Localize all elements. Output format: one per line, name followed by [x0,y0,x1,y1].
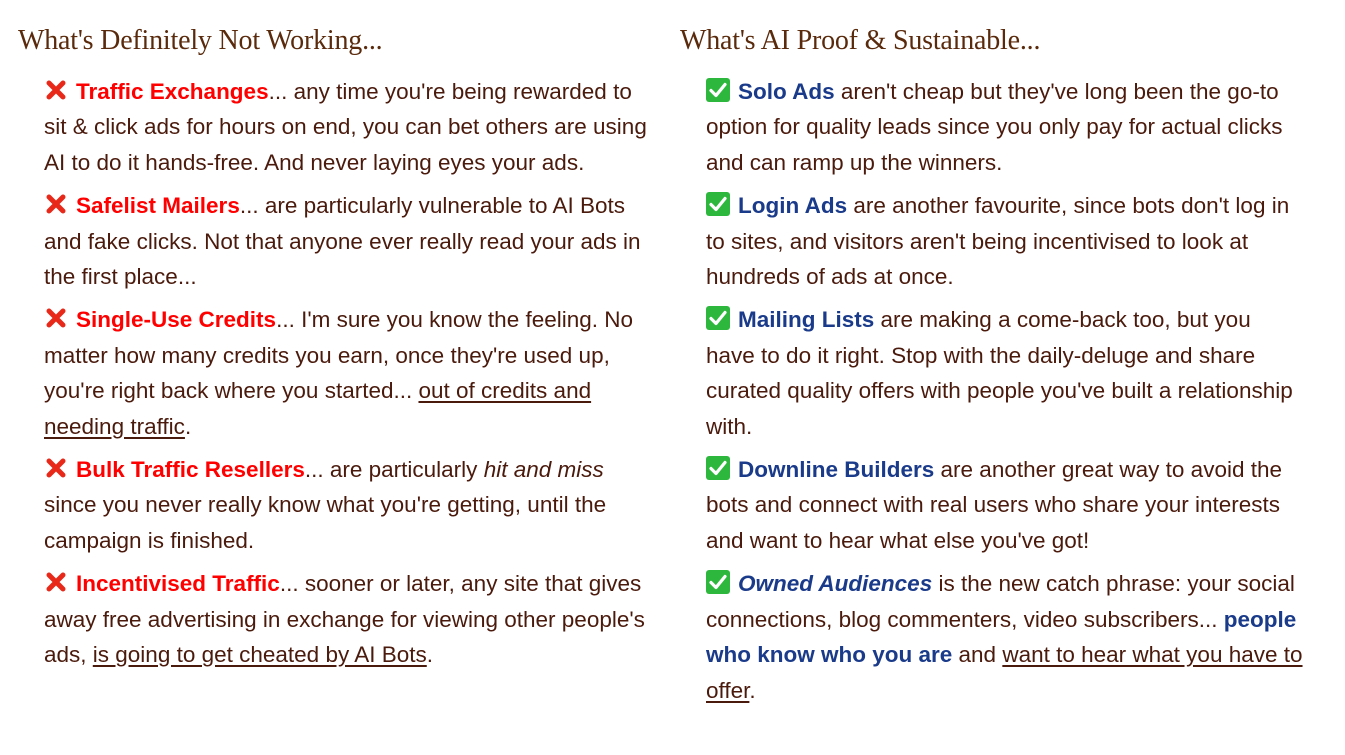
list-item [706,566,1305,708]
item-text: aren't cheap but they've long been the go-to option for quality leads since you only pay for actual clicks and can ramp up the winners. [706,79,1283,175]
item-title: Login Ads [738,193,848,219]
cross-mark-icon [44,456,68,480]
list-item [706,188,1305,294]
item-title: Downline Builders [738,457,935,483]
item-title: Owned Audiences [738,571,933,597]
left-column [18,0,648,681]
right-heading: What's AI Proof & Sustainable... [680,25,1041,56]
left-heading: What's Definitely Not Working... [18,25,383,56]
item-tail: . [426,642,434,668]
cheated-by-ai-bots-link[interactable]: is going to get cheated by AI Bots [92,642,427,668]
check-mark-icon [706,78,730,102]
item-title: Solo Ads [738,79,835,104]
list-item [706,452,1305,558]
check-mark-icon [706,192,730,216]
check-mark-icon [706,306,730,330]
item-bold-phrase: people who know who you are [706,606,1297,668]
item-text: are another favourite, since bots don't log in to sites, and visitors aren't being incentivised to look at hundreds of ads at once. [706,193,1290,290]
cross-mark-icon [44,570,68,594]
check-mark-icon [706,570,730,594]
cross-mark-icon [44,306,68,330]
item-text: is the new catch phrase: your social connections, blog commenters, video subscribers... [706,571,1295,632]
list-item [44,188,648,294]
list-item [44,566,648,672]
item-title: Incentivised Traffic [76,571,280,597]
item-text: ... are particularly vulnerable to AI Bots and fake clicks. Not that anyone ever really read your ads in the first place... [44,193,641,290]
ai-proof-list [706,74,1305,708]
item-text: are making a come-back too, but you have to do it right. Stop with the daily-deluge and share curated quality offers with people you've built a relationship with. [706,307,1293,439]
list-item [44,302,648,444]
item-text-2: since you never really know what you're getting, until the campaign is finished. [44,492,607,553]
list-item [706,302,1305,444]
out-of-credits-link[interactable]: out of credits and needing traffic [44,378,592,439]
item-text: ... I'm sure you know the feeling. No matter how many credits you earn, once they're used up, you're right back where you started... [44,307,634,404]
item-title: Safelist Mailers [76,193,240,219]
list-item [44,452,648,558]
want-to-hear-link[interactable]: want to hear what you have to offer [706,642,1303,703]
item-tail: . [184,413,192,439]
cross-mark-icon [44,192,68,216]
right-column [680,0,1305,716]
list-item [706,74,1305,180]
item-italic: hit and miss [483,457,604,483]
item-title: Mailing Lists [738,307,875,333]
item-text-2: and [952,642,1003,668]
item-text: ... are particularly [304,457,484,483]
item-title: Traffic Exchanges [76,79,269,104]
item-text: ... sooner or later, any site that gives away free advertising in exchange for viewing other people's ads, [44,571,645,668]
item-text: are another great way to avoid the bots and connect with real users who share your interests and want to hear what else you've got! [706,457,1282,553]
list-item [44,74,648,180]
check-mark-icon [706,456,730,480]
item-text: ... any time you're being rewarded to sit & click ads for hours on end, you can bet others are using AI to do it hands-free. And never laying eyes your ads. [44,79,647,175]
item-title: Bulk Traffic Resellers [76,457,305,483]
cross-mark-icon [44,78,68,102]
not-working-list [44,74,648,673]
item-tail: . [749,677,756,703]
item-title: Single-Use Credits [76,307,277,333]
